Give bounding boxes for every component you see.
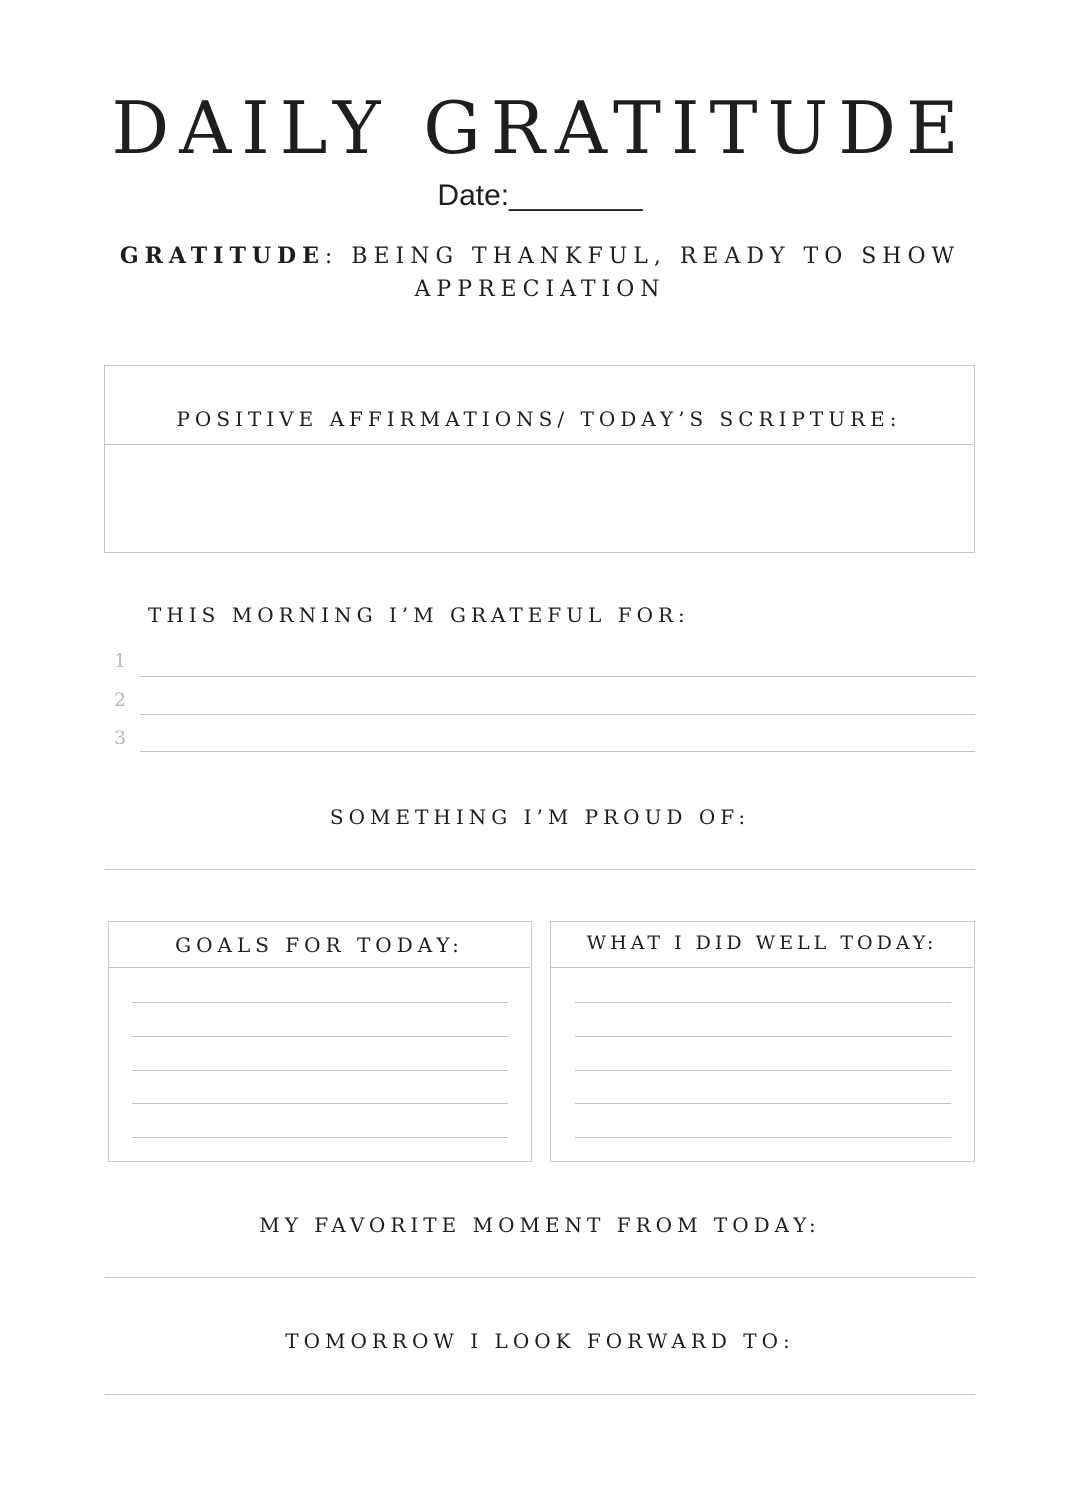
did-well-line-5[interactable]: [575, 1137, 951, 1138]
grateful-line-2[interactable]: [140, 714, 975, 715]
grateful-number-2: 2: [114, 689, 127, 711]
grateful-number-1: 1: [114, 650, 127, 672]
goals-line-2[interactable]: [132, 1036, 508, 1037]
proud-of-line[interactable]: [105, 869, 975, 870]
goals-line-5[interactable]: [132, 1137, 508, 1138]
favorite-moment-line[interactable]: [105, 1277, 975, 1278]
look-forward-line[interactable]: [105, 1394, 975, 1395]
date-field[interactable]: Date:________: [437, 179, 643, 212]
goals-line-3[interactable]: [132, 1070, 508, 1071]
goals-line-4[interactable]: [132, 1103, 508, 1104]
did-well-line-4[interactable]: [575, 1103, 951, 1104]
goals-divider: [109, 967, 530, 968]
grateful-number-3: 3: [114, 727, 127, 749]
affirmations-label: POSITIVE AFFIRMATIONS/ TODAY’S SCRIPTURE:: [176, 407, 902, 431]
gratitude-definition: [100, 240, 980, 306]
did-well-box: [550, 921, 975, 1162]
affirmations-box: [104, 365, 975, 553]
look-forward-label: TOMORROW I LOOK FORWARD TO:: [285, 1329, 795, 1353]
grateful-line-1[interactable]: [140, 676, 975, 677]
goals-line-1[interactable]: [132, 1002, 508, 1003]
morning-grateful-label: THIS MORNING I’M GRATEFUL FOR:: [148, 603, 690, 627]
affirmations-writing-area[interactable]: [105, 445, 973, 551]
goals-box: [108, 921, 532, 1162]
grateful-line-3[interactable]: [140, 751, 975, 752]
favorite-moment-label: MY FAVORITE MOMENT FROM TODAY:: [259, 1213, 821, 1237]
did-well-line-1[interactable]: [575, 1002, 951, 1003]
definition-term: GRATITUDE: [119, 243, 325, 269]
did-well-line-2[interactable]: [575, 1036, 951, 1037]
did-well-divider: [551, 967, 973, 968]
did-well-label: WHAT I DID WELL TODAY:: [586, 932, 938, 954]
goals-label: GOALS FOR TODAY:: [175, 933, 464, 957]
definition-text: : BEING THANKFUL, READY TO SHOW APPRECIATION: [324, 244, 961, 302]
page-title: DAILY GRATITUDE: [111, 86, 969, 170]
did-well-line-3[interactable]: [575, 1070, 951, 1071]
proud-of-label: SOMETHING I’M PROUD OF:: [329, 805, 751, 829]
